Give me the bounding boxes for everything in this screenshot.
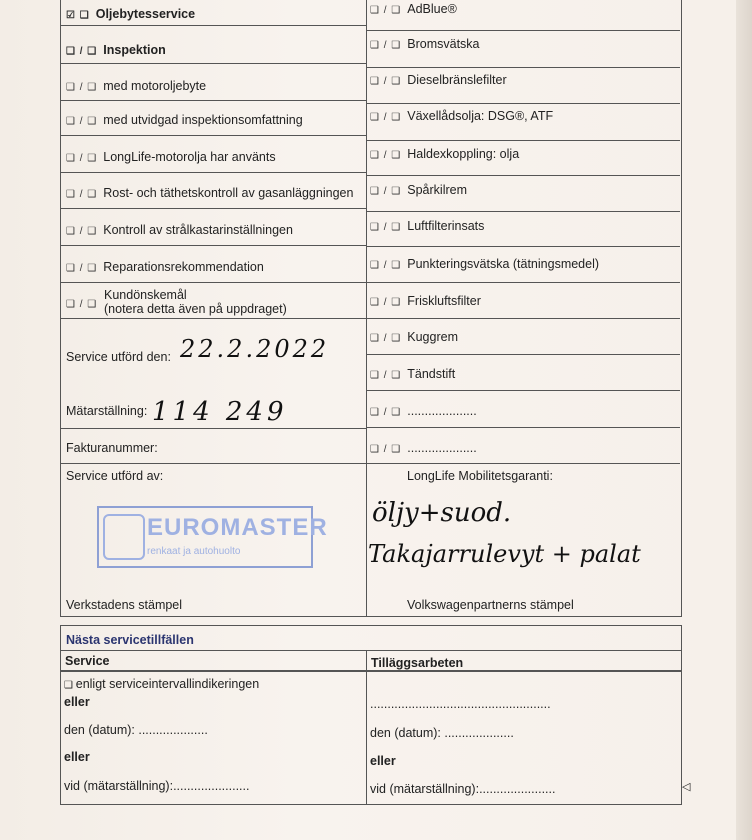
service-date-value: 22.2.2022: [180, 335, 330, 363]
checkbox-icon[interactable]: ❑ / ❑: [370, 76, 402, 87]
row-divider: [60, 208, 366, 209]
checkbox-icon[interactable]: ❑ / ❑: [370, 5, 402, 16]
row-divider: [366, 318, 680, 319]
row-divider: [60, 100, 366, 101]
checkbox-icon[interactable]: ❑ / ❑: [370, 186, 402, 197]
row-divider: [60, 63, 366, 64]
checkbox-icon[interactable]: ❑ / ❑: [370, 40, 402, 51]
row-divider: [366, 30, 680, 31]
item-stralkastare[interactable]: ❑ / ❑ Kontroll av strålkastarinställningen: [66, 223, 293, 237]
invoice-label: Fakturanummer:: [66, 441, 158, 455]
next-date-field[interactable]: den (datum): ....................: [64, 723, 208, 737]
checkbox-icon[interactable]: ❑: [64, 680, 76, 691]
next-mileage-field[interactable]: vid (mätarställning):......................: [64, 779, 250, 793]
right-item[interactable]: ❑ / ❑ Punkteringsvätska (tätningsmedel): [370, 257, 600, 271]
next-service-title: Nästa servicetillfällen: [66, 633, 194, 647]
vw-stamp-label: Volkswagenpartnerns stämpel: [407, 598, 574, 612]
item-rost-tathet[interactable]: ❑ / ❑ Rost- och täthetskontroll av gasanläggningen: [66, 186, 354, 200]
checkbox-icon[interactable]: ❑ / ❑: [66, 116, 98, 127]
row-divider: [366, 427, 680, 428]
divider: [61, 670, 681, 672]
column-divider: [366, 0, 367, 616]
right-item[interactable]: ❑ / ❑ Bromsvätska: [370, 37, 480, 51]
checkbox-icon[interactable]: ❑ / ❑: [370, 150, 402, 161]
workshop-stamp-label: Verkstadens stämpel: [66, 598, 183, 612]
item-kundonskemal-checkbox[interactable]: [66, 296, 103, 312]
mileage-label: Mätarställning:: [66, 404, 148, 418]
longlife-label: LongLife Mobilitetsgaranti:: [407, 469, 553, 483]
euromaster-stamp: EUROMASTER renkaat ja autohuolto: [97, 506, 313, 568]
performed-by-label: Service utförd av:: [66, 469, 164, 483]
row-divider: [366, 354, 680, 355]
right-item[interactable]: ❑ / ❑ Haldexkoppling: olja: [370, 147, 520, 161]
handwritten-note-1: öljy+suod.: [372, 498, 512, 528]
handwritten-note-2: Takajarrulevyt + palat: [368, 540, 641, 568]
checkbox-icon[interactable]: ❑ / ❑: [370, 260, 402, 271]
right-item[interactable]: ❑ / ❑ Tändstift: [370, 367, 456, 381]
row-divider: [366, 67, 680, 68]
row-divider: [366, 211, 680, 212]
item-oljebytesservice[interactable]: ☑ ❑ Oljebytesservice: [66, 7, 196, 21]
checkbox-icon[interactable]: ❑ / ❑: [370, 370, 402, 381]
col-extra-header: Tilläggsarbeten: [371, 656, 464, 670]
checkbox-icon[interactable]: ❑ / ❑: [370, 444, 402, 455]
right-item[interactable]: ❑ / ❑ ....................: [370, 441, 477, 455]
page-marker-icon: ◁: [682, 781, 691, 793]
or-label-1: eller: [64, 695, 90, 709]
column-divider: [366, 650, 367, 804]
row-divider: [60, 318, 366, 319]
right-item[interactable]: ❑ / ❑ Friskluftsfilter: [370, 294, 481, 308]
right-item[interactable]: ❑ / ❑ Dieselbränslefilter: [370, 73, 507, 87]
interval-option[interactable]: ❑ enligt serviceintervallindikeringen: [64, 677, 260, 691]
right-item[interactable]: ❑ / ❑ Luftfilterinsats: [370, 219, 485, 233]
row-divider: [366, 246, 680, 247]
checkbox-icon[interactable]: ❑ / ❑: [370, 112, 402, 123]
right-item[interactable]: ❑ / ❑ Växellådsolja: DSG®, ATF: [370, 109, 554, 123]
checkbox-icon[interactable]: ❑ / ❑: [66, 226, 98, 237]
checkbox-icon[interactable]: ❑ / ❑: [66, 189, 98, 200]
item-inspektion[interactable]: ❑ / ❑ Inspektion: [66, 43, 166, 57]
mileage-value: 114 249: [152, 397, 288, 427]
row-divider: [60, 282, 366, 283]
checkbox-icon[interactable]: ❑ / ❑: [66, 82, 98, 93]
checkbox-icon[interactable]: ❑ / ❑: [370, 333, 402, 344]
row-divider: [366, 140, 680, 141]
or-label-3: eller: [370, 754, 396, 768]
row-divider: [60, 463, 366, 464]
item-utvidgad-inspektion[interactable]: ❑ / ❑ med utvidgad inspektionsomfattning: [66, 113, 303, 127]
checkbox-icon[interactable]: ❑ / ❑: [66, 153, 98, 164]
checkbox-icon[interactable]: ❑ / ❑: [370, 297, 402, 308]
checkbox-icon[interactable]: ❑ / ❑: [66, 46, 98, 57]
row-divider: [60, 135, 366, 136]
or-label-2: eller: [64, 750, 90, 764]
stamp-logo-icon: [103, 514, 145, 560]
row-divider: [366, 175, 680, 176]
row-divider: [60, 428, 366, 429]
right-item[interactable]: ❑ / ❑ ....................: [370, 404, 477, 418]
checkbox-icon[interactable]: ❑ / ❑: [370, 222, 402, 233]
right-item[interactable]: ❑ / ❑ Kuggrem: [370, 330, 458, 344]
extra-date-field[interactable]: den (datum): ....................: [370, 726, 514, 740]
checkbox-icon[interactable]: ❑ / ❑: [66, 263, 98, 274]
row-divider: [366, 463, 680, 464]
checkbox-icon[interactable]: ❑ / ❑: [66, 299, 98, 310]
item-motoroljebyte[interactable]: ❑ / ❑ med motoroljebyte: [66, 79, 207, 93]
row-divider: [60, 245, 366, 246]
item-reparation[interactable]: ❑ / ❑ Reparationsrekommendation: [66, 260, 264, 274]
page-edge: [736, 0, 752, 840]
extra-work-field[interactable]: ....................................................: [370, 697, 551, 711]
row-divider: [366, 390, 680, 391]
service-date-label: Service utförd den:: [66, 350, 171, 364]
row-divider: [366, 282, 680, 283]
row-divider: [60, 172, 366, 173]
extra-mileage-field[interactable]: vid (mätarställning):......................: [370, 782, 556, 796]
row-divider: [366, 103, 680, 104]
divider: [61, 650, 681, 651]
item-longlife-olja[interactable]: ❑ / ❑ LongLife-motorolja har använts: [66, 150, 276, 164]
checkbox-icon[interactable]: ❑ / ❑: [370, 407, 402, 418]
right-item[interactable]: ❑ / ❑ AdBlue®: [370, 2, 457, 16]
col-service-header: Service: [65, 654, 110, 668]
row-divider: [60, 25, 366, 26]
next-service-box: [60, 625, 682, 805]
right-item[interactable]: ❑ / ❑ Spårkilrem: [370, 183, 468, 197]
checkbox-checked-icon[interactable]: ☑ ❑: [66, 10, 90, 21]
item-kundonskemal: Kundönskemål (notera detta även på uppdraget): [104, 288, 287, 316]
